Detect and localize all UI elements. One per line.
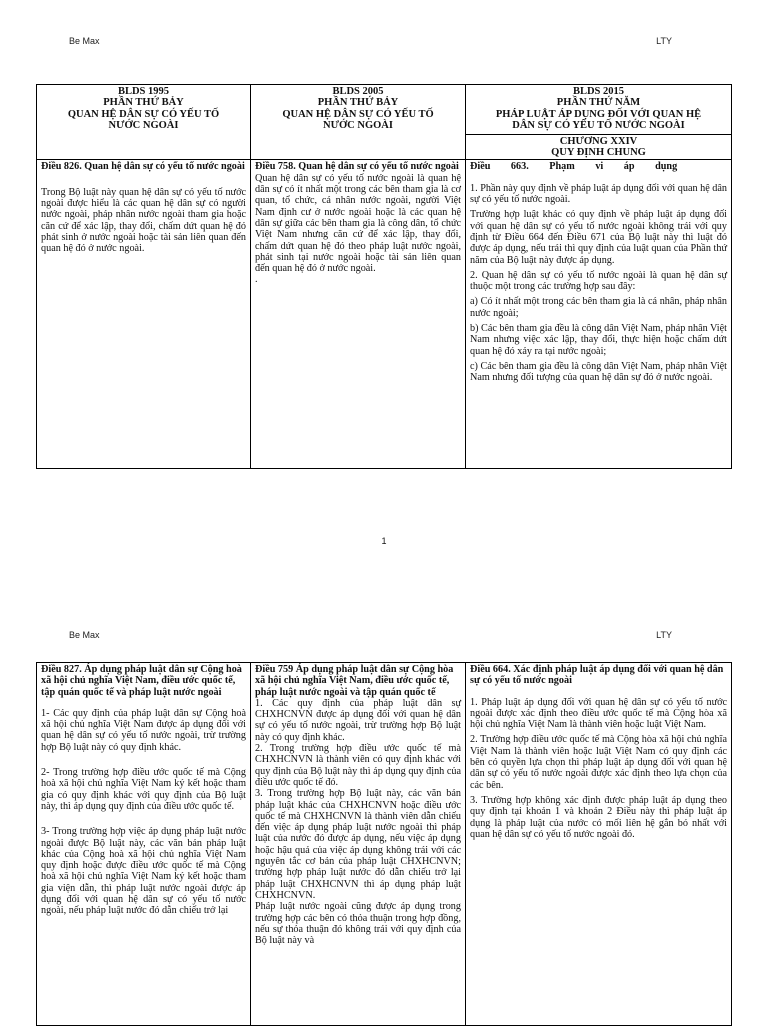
heading-blds-2005: [251, 85, 466, 160]
article-paragraph: a) Có ít nhất một trong các bên tham gia là cá nhân, pháp nhân nước ngoài;: [470, 296, 727, 319]
chapter-number: CHƯƠNG XXIV: [559, 135, 638, 147]
article-827-cell: [37, 663, 251, 1026]
article-paragraph: 3. Trong trường hợp Bộ luật này, các văn bản pháp luật khác của CHXHCNVN hoặc điều ước quốc tế mà CHXHCNVN là thành viên dẫn chiếu đến việc áp dụng pháp luật nước ngoài thì pháp luật của nước đó được áp dụng, nếu việc áp dụng hoặc hậu quả của việc áp dụng không trái với các nguyên tắc cơ bản của pháp luật CHXHCNVN; trường hợp pháp luật nước đó dẫn chiếu trở lại pháp luật CHXHCNVN thì áp dụng pháp luật CHXHCNVN.: [255, 788, 461, 901]
header-right: LTY: [656, 630, 672, 640]
heading-blds-2015: [466, 85, 732, 160]
article-title: Điều 826. Quan hệ dân sự có yếu tố nước ngoài: [41, 161, 245, 173]
heading-line: QUAN HỆ DÂN SỰ CÓ YẾU TỐ: [67, 108, 220, 120]
header-right: LTY: [656, 36, 672, 46]
article-paragraph: 1. Pháp luật áp dụng đối với quan hệ dân sự có yếu tố nước ngoài được xác định theo điều ước quốc tế mà Cộng hòa xã hội chủ nghĩa Việt Nam là thành viên hoặc luật Việt Nam.: [470, 696, 727, 731]
article-664-cell: [466, 663, 732, 1026]
table-header-row: [37, 85, 732, 160]
heading-line: NƯỚC NGOÀI: [108, 120, 179, 132]
article-759-cell: [251, 663, 466, 1026]
article-826-cell: [37, 160, 251, 469]
article-title: Điều 664. Xác định pháp luật áp dụng đối với quan hệ dân sự có yếu tố nước ngoài: [470, 664, 724, 687]
article-paragraph: 1- Các quy định của pháp luật dân sự Cộng hoà xã hội chủ nghĩa Việt Nam được áp dụng đối với quan hệ dân sự có yếu tố nước ngoài, trừ trường hợp Bộ luật này có quy định khác.: [41, 707, 246, 753]
heading-line: DÂN SỰ CÓ YẾU TỐ NƯỚC NGOÀI: [512, 120, 685, 132]
article-title: Điều 827. Áp dụng pháp luật dân sự Cộng hoà xã hội chủ nghĩa Việt Nam, điều ước quốc tế, tập quán quốc tế và pháp luật nước ngoài: [41, 664, 242, 698]
heading-line: BLDS 2015: [572, 86, 625, 97]
comparison-table-page-1: [36, 84, 732, 469]
header-left: Be Max: [69, 630, 100, 640]
article-title: Điều 759 Áp dụng pháp luật dân sự Cộng hòa xã hội chủ nghĩa Việt Nam, điều ước quốc tế, pháp luật nước ngoài và tập quán quốc tế: [255, 664, 454, 698]
comparison-table-page-2: [36, 662, 732, 1026]
page-number: 1: [381, 536, 387, 546]
article-paragraph: 2. Quan hệ dân sự có yếu tố nước ngoài là quan hệ dân sự thuộc một trong các trường hợp sau đây:: [470, 269, 727, 293]
article-663-cell: [466, 160, 732, 469]
heading-line: PHÁP LUẬT ÁP DỤNG ĐỐI VỚI QUAN HỆ: [495, 108, 702, 120]
heading-line: PHẦN THỨ BẢY: [103, 97, 184, 109]
heading-line: QUAN HỆ DÂN SỰ CÓ YẾU TỐ: [282, 108, 434, 120]
article-paragraph: 2- Trong trường hợp điều ước quốc tế mà Cộng hoà xã hội chủ nghĩa Việt Nam ký kết hoặc tham gia có quy định khác với quy định của Bộ luật này, thì áp dụng quy định của điều ước quốc tế.: [41, 767, 246, 812]
article-paragraph: c) Các bên tham gia đều là công dân Việt Nam, pháp nhân Việt Nam nhưng đối tượng của quan hệ dân sự đó ở nước ngoài.: [470, 360, 727, 384]
article-paragraph: Pháp luật nước ngoài cũng được áp dụng trong trường hợp các bên có thỏa thuận trong hợp đồng, nếu sự thỏa thuận đó không trái với quy định của Bộ luật này và: [255, 901, 461, 947]
article-paragraph: b) Các bên tham gia đều là công dân Việt Nam, pháp nhân Việt Nam nhưng việc xác lập, thay đổi, thực hiện hoặc chấm dứt quan hệ đó xảy ra tại nước ngoài;: [470, 323, 727, 357]
heading-line: PHẦN THỨ NĂM: [556, 97, 641, 109]
article-title: Điều 758. Quan hệ dân sự có yếu tố nước ngoài: [255, 161, 459, 173]
article-paragraph: 2. Trường hợp điều ước quốc tế mà Cộng hòa xã hội chủ nghĩa Việt Nam là thành viên hoặc luật Việt Nam có quy định các bên có quyền lựa chọn thì pháp luật áp dụng đối với quan hệ dân sự có yếu tố nước ngoài được xác định theo lựa chọn của các bên.: [470, 734, 727, 791]
article-paragraph: 2. Trong trường hợp điều ước quốc tế mà CHXHCNVN là thành viên có quy định khác với quy định của Bộ luật này thì áp dụng quy định của điều ước quốc tế đó.: [255, 743, 461, 788]
chapter-heading: [466, 134, 731, 159]
chapter-title: QUY ĐỊNH CHUNG: [551, 147, 646, 159]
heading-blds-1995: [37, 85, 251, 160]
article-paragraph: Trường hợp luật khác có quy định về pháp luật áp dụng đối với quan hệ dân sự có yếu tố nước ngoài không trái với quy định từ Điều 664 đến Điều 671 của Bộ luật này thì luật đó được áp dụng, nếu trái thì quy định của luật quan của Phần thứ năm của Bộ luật này được áp dụng.: [470, 209, 727, 266]
header-left: Be Max: [69, 36, 100, 46]
article-paragraph: 3- Trong trường hợp việc áp dụng pháp luật nước ngoài được Bộ luật này, các văn bản pháp luật khác của Cộng hoà xã hội chủ nghĩa Việt Nam quy định hoặc được điều ước quốc tế mà Cộng hoà xã hội chủ nghĩa Việt Nam ký kết hoặc tham gia viện dẫn, thì pháp luật nước ngoài được áp dụng đối với quan hệ dân sự có yếu tố nước ngoài, nếu pháp luật nước đó dẫn chiếu trở lại: [41, 826, 246, 917]
article-758-cell: [251, 160, 466, 469]
article-paragraph: 3. Trường hợp không xác định được pháp luật áp dụng theo quy định tại khoản 1 và khoản 2 Điều này thì pháp luật áp dụng là pháp luật của nước có mối liên hệ gắn bó nhất với quan hệ dân sự có yếu tố nước ngoài đó.: [470, 794, 727, 840]
heading-line: BLDS 1995: [117, 86, 170, 97]
heading-line: BLDS 2005: [332, 86, 384, 97]
article-paragraph: 1. Phần này quy định về pháp luật áp dụng đối với quan hệ dân sự có yếu tố nước ngoài.: [470, 182, 727, 206]
article-paragraph: .: [255, 274, 258, 286]
table-row: [37, 160, 732, 469]
article-title: Điều 663. Phạm vi áp dụng: [470, 161, 678, 173]
heading-line: PHẦN THỨ BẢY: [317, 97, 399, 109]
article-paragraph: Trong Bộ luật này quan hệ dân sự có yếu tố nước ngoài được hiểu là các quan hệ dân sự có người nước ngoài, pháp nhân nước ngoài tham gia hoặc căn cứ để xác lập, thay đổi, chấm dứt quan hệ đó phát sinh ở nước ngoài hoặc tài sản liên quan đến quan hệ đó ở nước ngoài.: [41, 186, 246, 255]
article-paragraph: 1. Các quy định của pháp luật dân sự CHXHCNVN được áp dụng đối với quan hệ dân sự có yếu tố nước ngoài, trừ trường hợp Bộ luật này có quy định khác.: [255, 697, 461, 743]
article-paragraph: Quan hệ dân sự có yếu tố nước ngoài là quan hệ dân sự có ít nhất một trong các bên tham gia là cơ quan, tổ chức, cá nhân nước ngoài, người Việt Nam định cư ở nước ngoài hoặc là các quan hệ dân sự giữa các bên tham gia là công dân, tổ chức Việt Nam nhưng căn cứ để xác lập, thay đổi, chấm dứt quan hệ đó theo pháp luật nước ngoài, phát sinh tại nước ngoài hoặc tài sản liên quan đến quan hệ đó ở nước ngoài.: [255, 172, 461, 275]
table-row: [37, 663, 732, 1026]
heading-line: NƯỚC NGOÀI: [323, 120, 393, 132]
page-2: [0, 600, 768, 1024]
